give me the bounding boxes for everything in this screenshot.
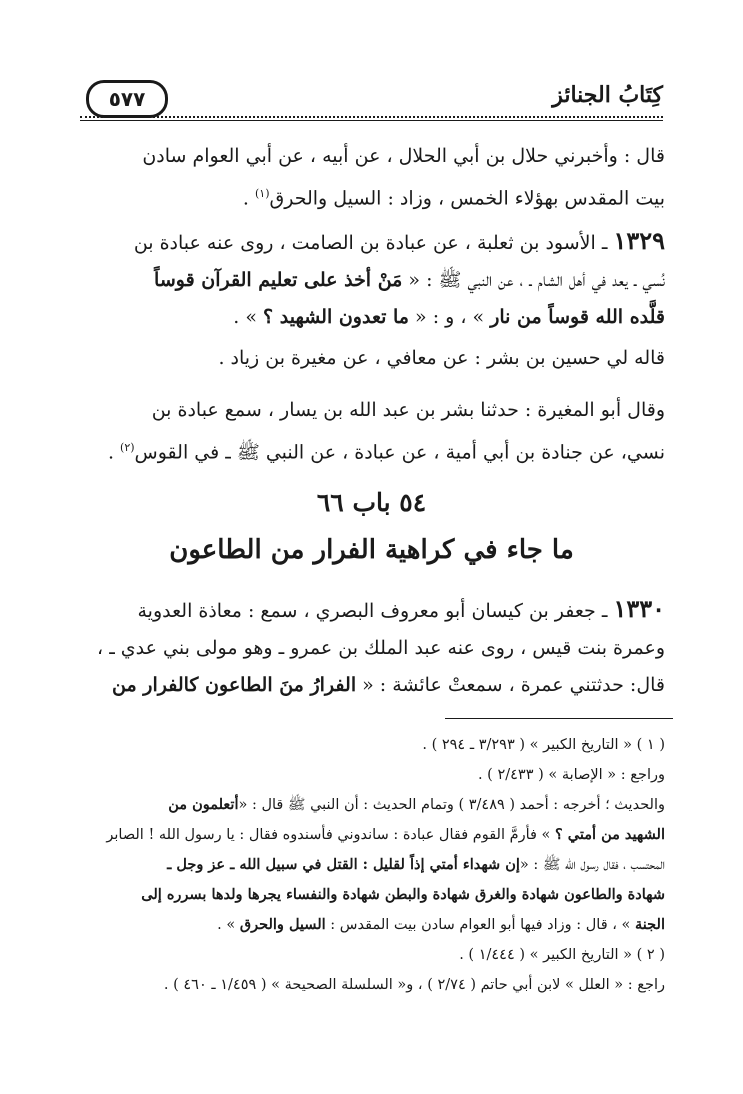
footnotes	[78, 730, 665, 1000]
text-line: بيت المقدس بهؤلاء الخمس ، وزاد : السيل والحرق$^{(١)}$ .	[242, 187, 665, 210]
hadith-text: قلَّده الله قوساً من نار	[490, 306, 665, 328]
text-line: وعمرة بنت قيس ، روى عنه عبد الملك بن عمرو ـ وهو مولى بني عدي ـ ،	[97, 637, 665, 659]
text-line: ١٣٢٩ ـ الأسود بن ثعلبة ، عن عبادة بن الصامت ، روى عنه عبادة بن	[133, 226, 665, 255]
footnote-line: وراجع : « الإصابة » ( ٢/٤٣٣ ) .	[477, 767, 665, 783]
footnote-line: المحتسب ، فقال رسول الله ﷺ : «إن شهداء أمتي إذاً لقليل : القتل في سبيل الله ـ عز وجل ـ	[167, 856, 665, 873]
footnote-line: ( ٢ ) « التاريخ الكبير » ( ١/٤٤٤ ) .	[459, 947, 665, 963]
header-dotted-rule	[80, 116, 663, 118]
footnote-separator	[445, 718, 673, 719]
text-line: نسي، عن جنادة بن أبي أمية ، عن عبادة ، عن النبي ﷺ ـ في القوس$^{(٢)}$ .	[107, 441, 665, 464]
chapter-title: ما جاء في كراهية الفرار من الطاعون	[169, 535, 574, 565]
paragraph-abu-mughira	[78, 392, 665, 471]
entry-number: ١٣٣٠	[613, 594, 665, 623]
entry-number: ١٣٢٩	[613, 226, 665, 255]
text-line: وقال أبو المغيرة : حدثنا بشر بن عبد الله بن يسار ، سمع عبادة بن	[151, 399, 665, 421]
entry-1329	[78, 222, 665, 336]
paragraph-hasin	[78, 340, 665, 377]
page-number: ٥٧٧	[86, 80, 168, 118]
footnote-line: راجع : « العلل » لابن أبي حاتم ( ٢/٧٤ ) ، و« السلسلة الصحيحة » ( ١/٤٥٩ ـ ٤٦٠ ) .	[163, 977, 665, 993]
hadith-text: مَنْ أخذ على تعليم القرآن قوساً	[154, 269, 403, 291]
footnote-line: الشهيد من أمتي ؟ » فأرمَّ القوم فقال عبادة : ساندوني فأسندوه فقال : يا رسول الله ! الصابر	[106, 826, 665, 843]
text-line: قال : وأخبرني حلال بن أبي الحلال ، عن أبيه ، عن أبي العوام سادن	[142, 145, 665, 167]
text-line: ١٣٣٠ ـ جعفر بن كيسان أبو معروف البصري ، سمع : معاذة العدوية	[137, 594, 665, 623]
footnote-line: شهادة والطاعون شهادة والغرق شهادة والبطن شهادة والنفساء يجرها ولدها بسرره إلى	[141, 886, 665, 903]
paragraph-wa-akhbarani	[78, 138, 665, 217]
footnote-ref: (١)	[254, 187, 270, 200]
entry-1330	[78, 590, 665, 704]
footnote-line: ( ١ ) « التاريخ الكبير » ( ٣/٢٩٣ ـ ٢٩٤ ) .	[422, 737, 665, 753]
text-line: قاله لي حسين بن بشر : عن معافي ، عن مغيرة بن زياد .	[218, 347, 665, 369]
header-rule	[80, 120, 663, 121]
text-line: قال: حدثتني عمرة ، سمعتْ عائشة : « الفرارُ منَ الطاعون كالفرار من	[112, 674, 665, 696]
book-title: كِتَابُ الجنائز	[552, 82, 663, 108]
footnote-ref: (٢)	[120, 441, 135, 454]
chapter-number: ٥٤ باب ٦٦	[316, 488, 427, 517]
footnote-line: والحديث ؛ أخرجه : أحمد ( ٣/٤٨٩ ) وتمام الحديث : أن النبي ﷺ قال : «أتعلمون من	[168, 796, 665, 813]
text-line: قلَّده الله قوساً من نار » ، و : « ما تعدون الشهيد ؟ » .	[233, 306, 665, 328]
footnote-line: الجنة » ، قال : وزاد فيها أبو العوام سادن بيت المقدس : السيل والحرق » .	[217, 916, 665, 933]
page-header	[80, 78, 663, 122]
hadith-text: ما تعدون الشهيد ؟	[263, 306, 409, 328]
hadith-text: الفرارُ منَ الطاعون كالفرار من	[112, 674, 357, 696]
text-line: نُسي ـ يعد في أهل الشام ـ ، عن النبي ﷺ : « مَنْ أخذ على تعليم القرآن قوساً	[154, 269, 665, 291]
